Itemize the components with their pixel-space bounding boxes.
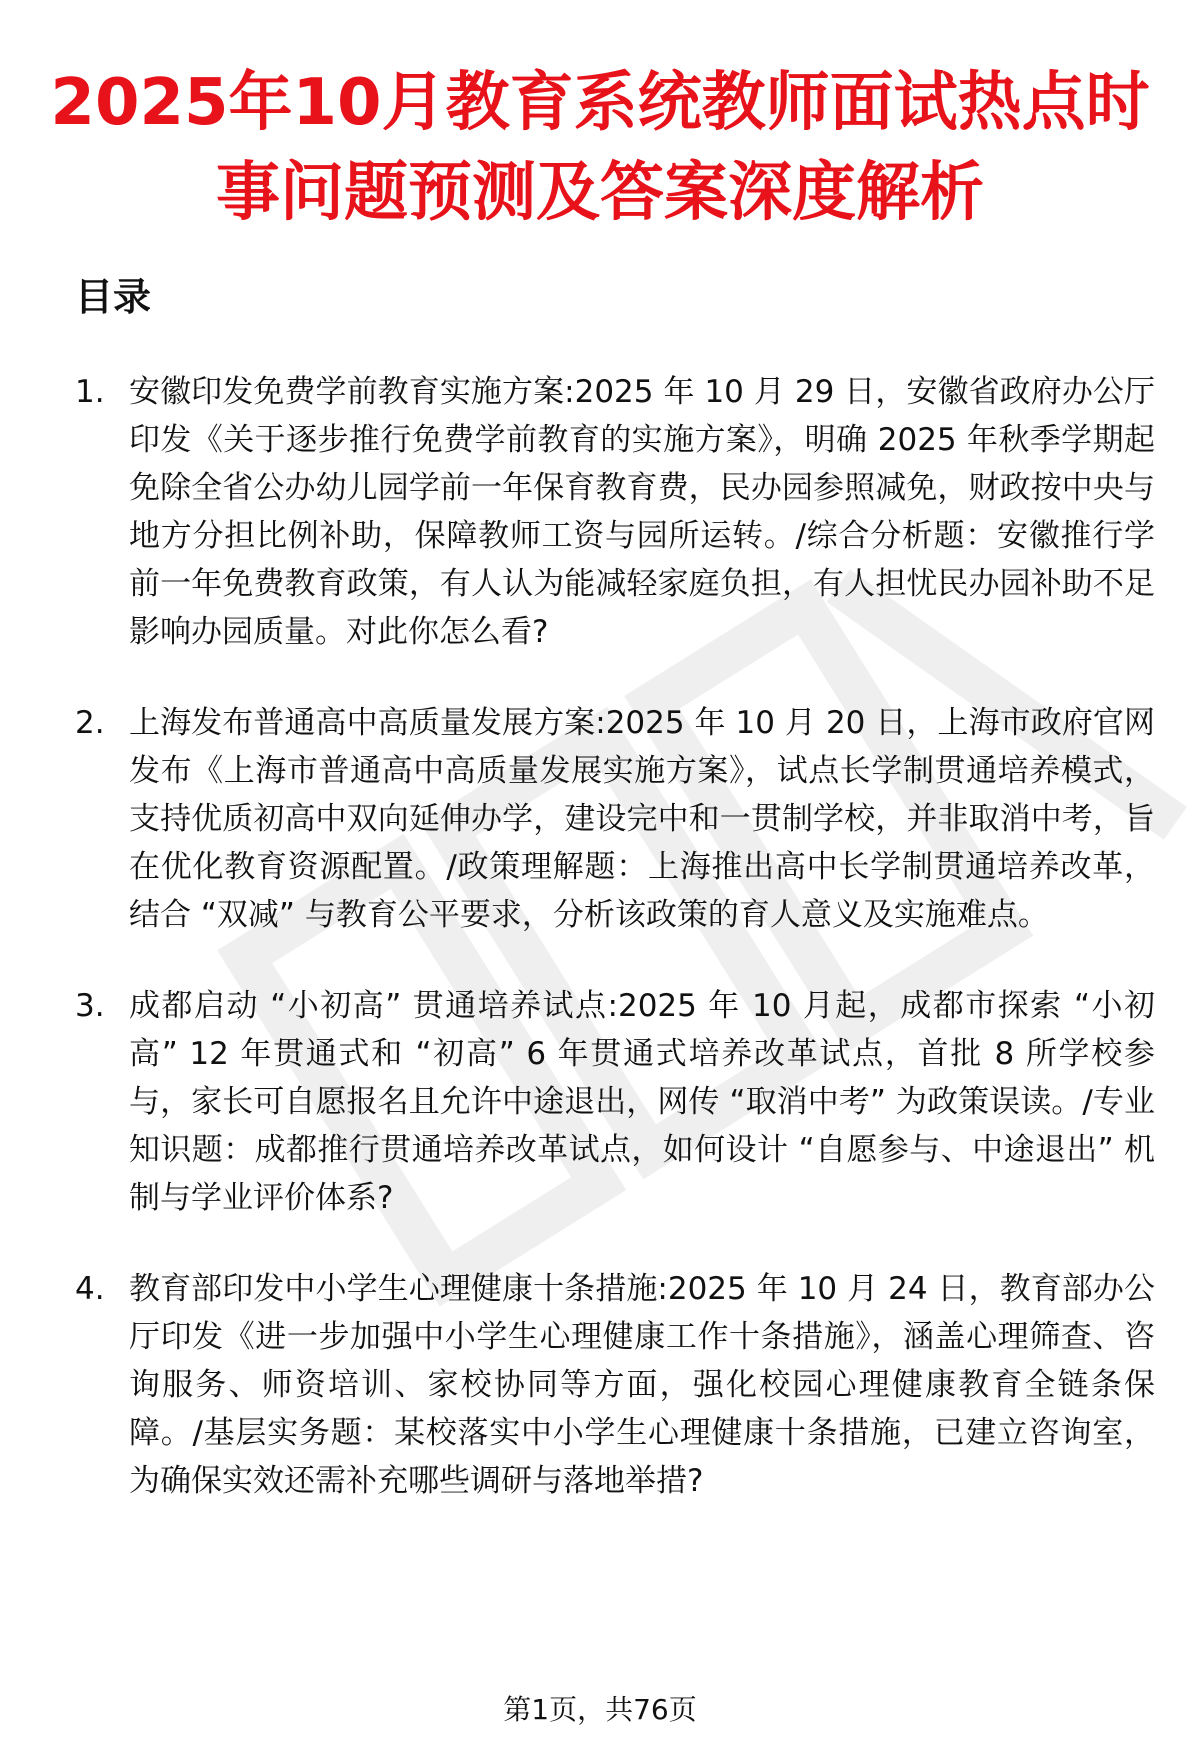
list-item [75,368,1155,656]
item-text: 上海发布普通高中高质量发展方案:2025 年 10 月 20 日，上海市政府官网发布《上海市普通高中高质量发展实施方案》，试点长学制贯通培养模式，支持优质初高中双向延伸办学，建设完中和一贯制学校，并非取消中考，旨在优化教育资源配置。/政策理解题：上海推出高中长学制贯通培养改革，结合 “双减” 与教育公平要求，分析该政策的育人意义及实施难点。 [129,705,1155,933]
toc-list [75,368,1155,1548]
item-number: 2. [75,705,105,741]
item-text: 教育部印发中小学生心理健康十条措施:2025 年 10 月 24 日，教育部办公厅印发《进一步加强中小学生心理健康工作十条措施》，涵盖心理筛查、咨询服务、师资培训、家校协同等方面，强化校园心理健康教育全链条保障。/基层实务题：某校落实中小学生心理健康十条措施，已建立咨询室，为确保实效还需补充哪些调研与落地举措? [129,1271,1155,1499]
list-item [75,699,1155,939]
item-number: 1. [75,374,105,410]
item-text: 安徽印发免费学前教育实施方案:2025 年 10 月 29 日，安徽省政府办公厅印发《关于逐步推行免费学前教育的实施方案》，明确 2025 年秋季学期起免除全省公办幼儿园学前一年保育教育费，民办园参照减免，财政按中央与地方分担比例补助，保障教师工资与园所运转。/综合分析题：安徽推行学前一年免费教育政策，有人认为能减轻家庭负担，有人担忧民办园补助不足影响办园质量。对此你怎么看? [129,374,1155,650]
toc-heading: 目录 [75,275,152,319]
list-item [75,1265,1155,1505]
item-number: 4. [75,1271,105,1307]
item-text: 成都启动 “小初高” 贯通培养试点:2025 年 10 月起，成都市探索 “小初高” 12 年贯通式和 “初高” 6 年贯通式培养改革试点，首批 8 所学校参与，家长可自愿报名且允许中途退出，网传 “取消中考” 为政策误读。/专业知识题：成都推行贯通培养改革试点，如何设计 “自愿参与、中途退出” 机制与学业评价体系? [129,988,1155,1216]
item-number: 3. [75,988,105,1024]
page-footer: 第1页，共76页 [503,1693,697,1726]
list-item [75,982,1155,1222]
document-title: 2025年10月教育系统教师面试热点时事问题预测及答案深度解析 [50,66,1150,230]
